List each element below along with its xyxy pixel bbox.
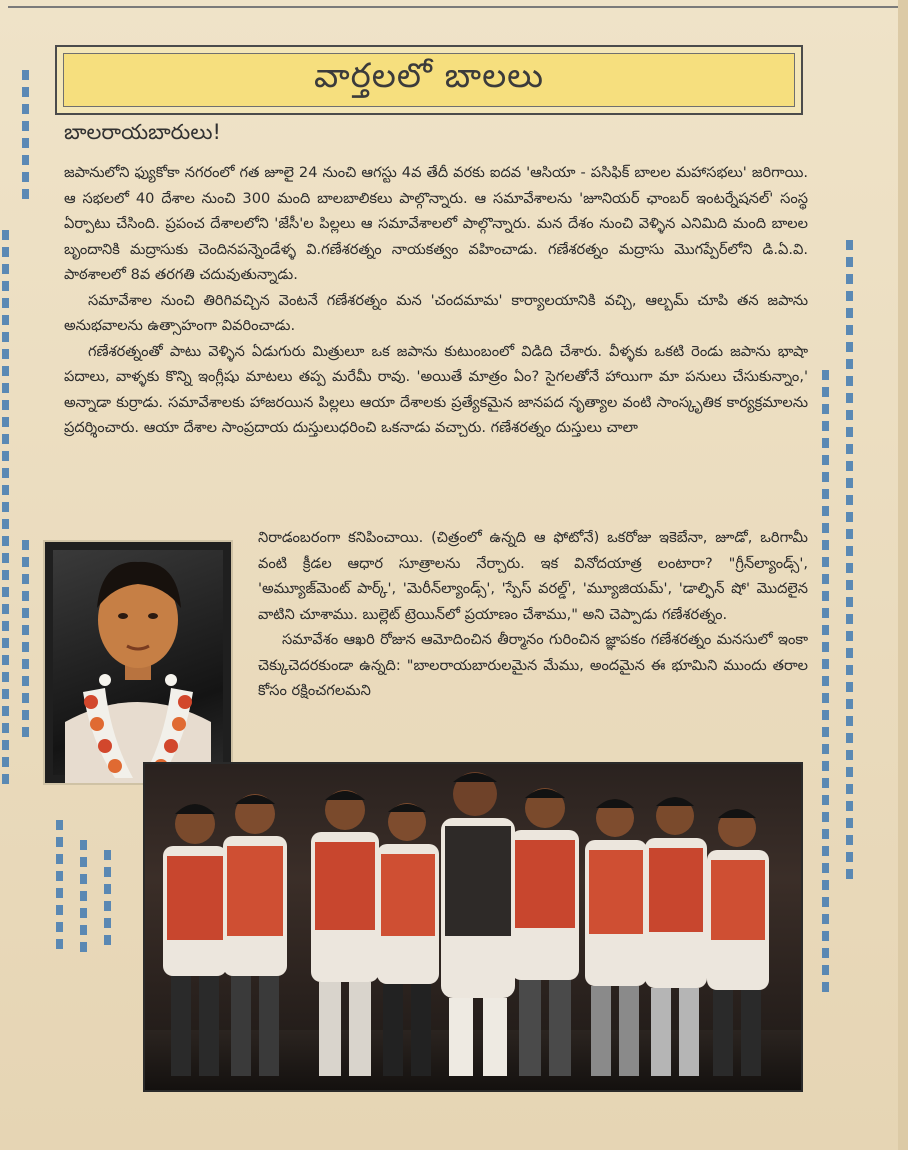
article-paragraph-2: సమావేశాల నుంచి తిరిగివచ్చిన వెంటనే గణేశరత్నం మన 'చందమామ' కార్యాలయానికి వచ్చి, ఆల్బమ్ చూపి తన జపాను అనుభవాలను ఉత్సాహంగా వివరించాడు. (64, 291, 808, 334)
person-4 (377, 803, 439, 1076)
decorative-stripe-right-2 (822, 370, 829, 999)
page-edge (898, 0, 908, 1150)
decorative-stripe-left-2 (2, 230, 9, 791)
page-title: వార్తలలో బాలలు (313, 56, 545, 96)
decorative-stripe-left-1 (22, 70, 29, 206)
decorative-stripe-right-1 (846, 240, 853, 886)
title-banner-inner (63, 53, 795, 107)
person-7 (585, 799, 647, 1076)
person-9 (707, 809, 769, 1076)
person-1 (163, 804, 227, 1076)
boy-with-garland-illustration (45, 542, 231, 783)
article-paragraph-3: గణేశరత్నంతో పాటు వెళ్ళిన ఏడుగురు మిత్రులూ ఒక జపాను కుటుంబంలో విడిది చేశారు. వీళ్ళకు ఒకటి రెండు జపాను భాషా పదాలు, వాళ్ళకు కొన్ని ఇంగ్లీషు మాటలు తప్ప మరేమీ రావు. 'అయితే మాత్రం ఏం? సైగలతోనే హాయిగా మా పనులు చేసుకున్నాం,' అన్నాడా కుర్రాడు. సమావేశాలకు హాజరయిన పిల్లలు ఆయా దేశాలకు ప్రత్యేకమైన జానపద నృత్యాల వంటి సాంస్కృతిక కార్యక్రమాలను ప్రదర్శించారు. ఆయా దేశాల సాంప్రదాయ దుస్తులుధరించి ఒకనాడు వచ్చారు. గణేశరత్నం దుస్తులు చాలా (64, 342, 808, 436)
article-paragraph-3-cont: నిరాడంబరంగా కనిపించాయి. (చిత్రంలో ఉన్నది ఆ ఫోటోనే) ఒకరోజు ఇకెబేనా, జూడో, ఒరిగామీ వంటి క్రీడల ఆధార సూత్రాలను నేర్చారు. ఇక వినోదయాత్ర లంటారా? "గ్రీన్‌ల్యాండ్స్', 'అమ్యూజ్‌మెంట్ పార్క్', 'మెరీన్‌ల్యాండ్స్', 'స్పేస్ వరల్డ్', 'మ్యూజియమ్', 'డాల్ఫిన్ షో' మొదలైన వాటిని చూశాము. బుల్లెట్ ట్రెయిన్‌లో ప్రయాణం చేశాము," అని చెప్పాడు గణేశరత్నం. (258, 529, 808, 623)
article-subhead: బాలరాయబారులు! (64, 120, 221, 144)
decorative-stripe-left-4 (56, 820, 63, 956)
left-eye (118, 613, 128, 619)
article-paragraph-1: జపానులోని ఫ్యుకోకా నగరంలో గత జూలై 24 నుంచి ఆగస్టు 4వ తేదీ వరకు ఐదవ 'ఆసియా - పసిఫిక్ బాలల మహాసభలు' జరిగాయి. ఆ సభలలో 40 దేశాల నుంచి 300 మంది బాలబాలికలు పాల్గొన్నారు. ఆ సమావేశాలను 'జూనియర్ ఛాంబర్ ఇంటర్నేషనల్' సంస్థ ఏర్పాటు చేసింది. ప్రపంచ దేశాలలోని 'జేసీ'ల పిల్లలు ఆ సమావేశాలలో పాల్గొన్నారు. మన దేశం నుంచి వెళ్ళిన ఎనిమిది మంది బాలల బృందానికి మద్రాసుకు చెందినపన్నెండేళ్ళ వి.గణేశరత్నం నాయకత్వం వహించాడు. గణేశరత్నం మద్రాసు మొగప్పేర్‌లోని డి.ఏ.వి. పాఠశాలలో 8వ తరగతి చదువుతున్నాడు. (64, 164, 808, 283)
right-eye (148, 613, 158, 619)
article-paragraph-4: సమావేశం ఆఖరి రోజున ఆమోదించిన తీర్మానం గురించిన జ్ఞాపకం గణేశరత్నం మనసులో ఇంకా చెక్కుచెదరకుండా ఉన్నది: "బాలరాయబారులమైన మేము, అందమైన ఈ భూమిని ముందు తరాల కోసం రక్షించగలమని (258, 631, 808, 699)
person-6 (511, 788, 579, 1076)
person-3 (311, 790, 379, 1076)
group-photo (143, 762, 803, 1092)
group-of-children-illustration (145, 764, 801, 1090)
portrait-photo (43, 540, 233, 785)
person-8 (645, 797, 707, 1076)
top-rule (8, 6, 900, 8)
decorative-stripe-left-3 (22, 540, 29, 744)
person-5-adult (441, 772, 515, 1076)
person-2 (223, 794, 287, 1076)
article-body-wrapped (258, 525, 808, 704)
decorative-stripe-left-5 (80, 840, 87, 959)
article-body (64, 160, 808, 441)
title-banner (55, 45, 803, 115)
decorative-stripe-left-6 (104, 850, 111, 952)
